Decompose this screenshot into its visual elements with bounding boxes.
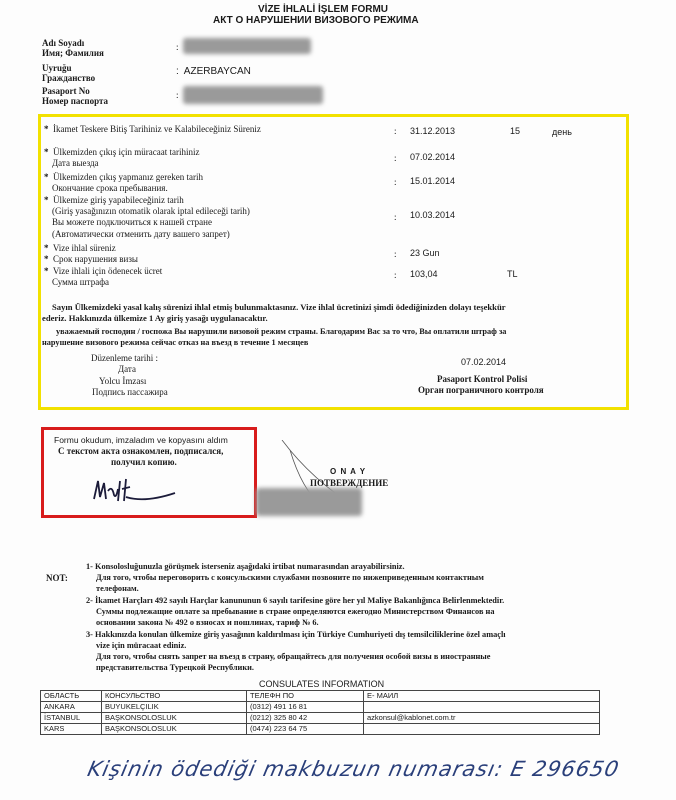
row1-value: 31.12.2013 (410, 126, 456, 136)
name-label-tr: Adı Soyadı (42, 38, 85, 48)
cell-region: ANKARA (41, 702, 102, 713)
cell-region: KARS (41, 724, 102, 735)
table-row (41, 713, 600, 724)
row6-label-tr: * Vize ihlali için ödenecek ücret (44, 266, 163, 276)
note2-ru1: Суммы подлежащие оплате за пребывание в стране определяются ежегодно Министерством Финансов на (96, 607, 495, 616)
notice-tr-line2: ederiz. Hakkınızda ülkemize 1 Ay giriş yasağı uygulanacaktır. (42, 313, 268, 323)
cell-region: İSTANBUL (41, 713, 102, 724)
row5-colon: : (394, 249, 397, 259)
notice-ru-line1: уважаемый господин / госпожа Вы нарушили визовой режим страны. Благодарим Вас за то что, Вы оплатили штраф за (56, 327, 507, 336)
date-label-ru: Дата (118, 364, 136, 374)
cell-consulate: BAŞKONSOLOSLUK (102, 724, 247, 735)
ack-ru-line2: получил копию. (111, 457, 177, 467)
header-email: Е- МАИЛ (364, 691, 600, 702)
consulates-table (40, 690, 600, 735)
row3-label-tr: * Ülkemizden çıkış yapmanız gereken tarih (44, 172, 203, 182)
note3-tr1: 3- Hakkınızda konulan ülkemize giriş yasağının kaldırılması için Türkiye Cumhuriyeti dış temsilciliklerine özel amaçlı (86, 630, 506, 639)
row1-days-unit: день (552, 127, 572, 137)
cell-email (364, 724, 600, 735)
cell-phone: (0474) 223 64 75 (247, 724, 364, 735)
header-consulate: КОНСУЛЬСТВО (102, 691, 247, 702)
handwritten-receipt-note: Kişinin ödediği makbuzun numarası: E 296650 (85, 757, 622, 781)
note3-tr2: vize için müracaat ediniz. (96, 641, 187, 650)
date-label-tr: Düzenleme tarihi : (91, 353, 158, 363)
form-title-tr: VİZE İHLALİ İŞLEM FORMU (258, 4, 388, 15)
note2-ru2: основании закона № 492 о взносах и пошлинах, тариф № 6. (96, 618, 319, 627)
row4-label-tr1: * Ülkemize giriş yapabileceğiniz tarih (44, 195, 184, 205)
cell-email: azkonsul@kablonet.com.tr (364, 713, 600, 724)
row1-colon: : (394, 126, 397, 136)
cell-phone: (0212) 325 80 42 (247, 713, 364, 724)
table-row (41, 702, 600, 713)
ack-tr: Formu okudum, imzaladım ve kopyasını aldım (54, 435, 228, 445)
passenger-signature-ru: Подпись пассажира (92, 387, 168, 397)
row5-label-ru: * Срок нарушения визы (44, 254, 138, 264)
row1-label: * İkamet Teskere Bitiş Tarihiniz ve Kalabileceğiniz Süreniz (44, 124, 261, 134)
cell-consulate: BUYUKELÇILIK (102, 702, 247, 713)
row6-label-ru: Сумма штрафа (52, 277, 110, 287)
passport-label-ru: Номер паспорта (42, 96, 108, 106)
citizenship-label-tr: Uyruğu (42, 63, 72, 73)
row4-colon: : (394, 212, 397, 222)
table-header-row (41, 691, 600, 702)
police-label-ru: Орган пограничного контроля (418, 385, 544, 395)
row2-colon: : (394, 153, 397, 163)
notice-tr-line1: Sayın Ülkemizdeki yasal kalış sürenizi ihlal etmiş bulunmaktasınız. Vize ihlal ücretinizi şimdi ödediğinizden dolayı teşekkür (52, 302, 506, 312)
notes-label: NOT: (46, 573, 68, 583)
police-label-tr: Pasaport Kontrol Polisi (437, 374, 528, 384)
note1-ru2: телефонам. (96, 584, 139, 593)
passport-label-tr: Pasaport No (42, 86, 90, 96)
redacted-officer-stamp (256, 488, 362, 516)
row3-value: 15.01.2014 (410, 176, 456, 186)
row4-value: 10.03.2014 (410, 210, 456, 220)
row2-label-tr: * Ülkemizden çıkış için müracaat tarihiniz (44, 147, 200, 157)
note3-ru2: представительства Турецкой Республики. (96, 663, 254, 672)
row3-colon: : (394, 177, 397, 187)
ack-ru-line1: С текстом акта ознакомлен, подписался, (58, 446, 224, 456)
row6-value: 103,04 (410, 269, 438, 279)
approval-tr: O N A Y (330, 467, 367, 476)
notice-ru-line2: нарушение визового режима сейчас отказ на въезд в течение 1 месяцев (42, 338, 309, 347)
row4-label-tr2: (Giriş yasağınızın otomatik olarak iptal edileceği tarih) (52, 206, 250, 216)
form-title-ru: АКТ О НАРУШЕНИИ ВИЗОВОГО РЕЖИМА (213, 15, 419, 26)
row2-label-ru: Дата выезда (52, 158, 99, 168)
citizenship-label-ru: Гражданство (42, 73, 96, 83)
redacted-name (183, 38, 311, 54)
citizenship-value: : AZERBAYCAN (176, 66, 251, 77)
row4-label-ru1: Вы можете подключиться к нашей стране (52, 217, 212, 227)
cell-email (364, 702, 600, 713)
colon: : (176, 42, 179, 52)
header-phone: ТЕЛЕФН ПО (247, 691, 364, 702)
date-value: 07.02.2014 (461, 357, 507, 367)
row6-colon: : (394, 270, 397, 280)
row5-value: 23 Gun (410, 248, 440, 258)
approval-ru: ПОТВЕРЖДЕНИЕ (310, 478, 389, 488)
row3-label-ru: Окончание срока пребывания. (52, 183, 168, 193)
passenger-signature (90, 475, 180, 507)
consulates-title: CONSULATES INFORMATION (259, 679, 385, 689)
redacted-passport (183, 86, 323, 104)
note1-ru1: Для того, чтобы переговорить с консульскими службами позвоните по нижеприведенным контактным (96, 573, 484, 582)
note2-tr: 2- İkamet Harçları 492 sayılı Harçlar kanununun 6 sayılı tarifesine göre her yıl Maliye Bakanlığınca Belirlenmektedir. (86, 596, 505, 605)
header-region: ОБЛАСТЬ (41, 691, 102, 702)
row1-days: 15 (510, 126, 521, 136)
row4-label-ru2: (Автоматически отменить дату вашего запрет) (52, 229, 230, 239)
row2-value: 07.02.2014 (410, 152, 456, 162)
cell-consulate: BAŞKONSOLOSLUK (102, 713, 247, 724)
row6-currency: TL (507, 269, 518, 279)
row5-label-tr: * Vize ihlal süreniz (44, 243, 116, 253)
table-row (41, 724, 600, 735)
note1-tr: 1- Konsolosluğunuzla görüşmek isterseniz aşağıdaki irtibat numarasından arayabilirsiniz. (86, 562, 405, 571)
colon: : (176, 90, 179, 100)
cell-phone: (0312) 491 16 81 (247, 702, 364, 713)
passenger-signature-tr: Yolcu İmzası (99, 376, 147, 386)
name-label-ru: Имя; Фамилия (42, 48, 104, 58)
note3-ru1: Для того, чтобы снять запрет на въезд в страну, обращайтесь для получения особой визы в иностранные (96, 652, 491, 661)
